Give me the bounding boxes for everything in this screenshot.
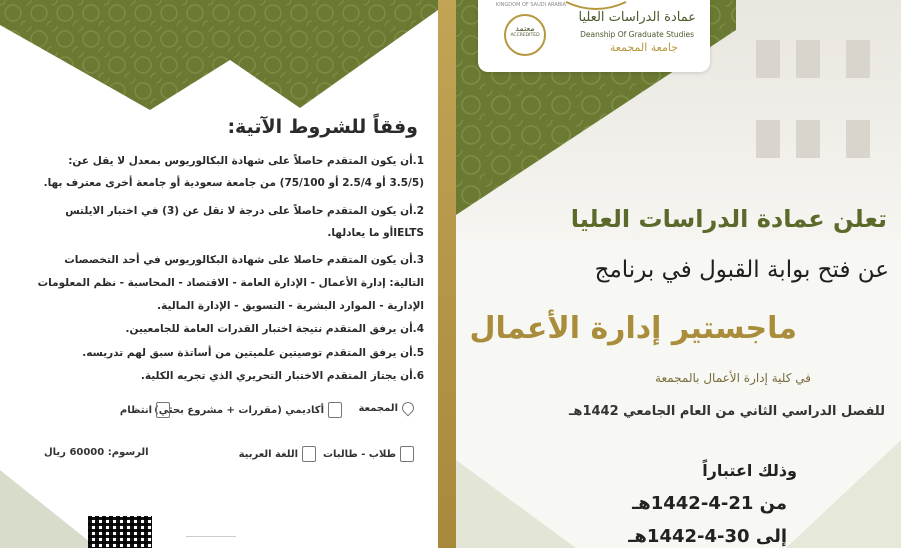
program-type-label: أكاديمي (مقررات + مشروع بحثي) — [154, 404, 324, 416]
condition-line: الإدارية - الموارد البشرية - التسويق - الإدارة المالية. — [157, 300, 424, 312]
condition-line: 1.أن يكون المتقدم حاصلاً على شهادة البكالوريوس بمعدل لا يقل عن: — [68, 155, 424, 167]
info-mode — [120, 402, 170, 418]
condition-line: 4.أن يرفق المتقدم نتيجة اختبار القدرات العامة للجامعيين. — [125, 323, 424, 335]
condition-line: (3.5/5 أو 2.5/4 أو 75/100) من جامعة سعودية أو جامعة أخرى معترف بها. — [43, 177, 424, 189]
location-label: المجمعة — [358, 402, 398, 414]
accredited-arabic: معتمد — [515, 24, 535, 33]
kingdom-label: KINGDOM OF SAUDI ARABIA — [495, 2, 567, 8]
students-label: طلاب - طالبات — [323, 448, 396, 460]
fees-label: الرسوم: 60000 ريال — [44, 447, 149, 458]
condition-line: 3.أن يكون المتقدم حاصلا على شهادة البكالوريوس في أحد التخصصات — [64, 254, 424, 266]
left-pattern-banner — [0, 0, 438, 110]
announcement-subheading: عن فتح بوابة القبول في برنامج — [594, 257, 889, 283]
date-from: من 21-4-1442هـ — [632, 493, 787, 514]
qr-code[interactable] — [88, 516, 152, 548]
info-program — [154, 402, 342, 418]
conditions-title: وفقاً للشروط الآتية: — [227, 116, 418, 138]
calendar-icon — [156, 402, 170, 418]
gold-spine — [438, 0, 456, 548]
conditions-panel — [0, 0, 438, 548]
students-icon — [400, 446, 414, 462]
study-mode-label: انتظام — [119, 404, 152, 416]
university-name: جامعة المجمعة — [609, 41, 678, 54]
announcement-heading: تعلن عمادة الدراسات العليا — [570, 205, 887, 233]
deanship-arabic: عمادة الدراسات العليا — [578, 10, 696, 25]
date-to: إلى 30-4-1442هـ — [628, 526, 787, 547]
announcement-panel — [456, 0, 901, 548]
starting-label: وذلك اعتباراً — [702, 461, 797, 480]
accredited-english: ACCREDITED — [510, 33, 540, 38]
document-icon — [328, 402, 342, 418]
location-pin-icon — [400, 400, 417, 417]
condition-line: IELTSأو ما يعادلها. — [327, 227, 424, 239]
condition-line: 6.أن يجتاز المتقدم الاختبار التحريري الذي تجريه الكلية. — [140, 370, 424, 382]
info-language — [239, 446, 316, 462]
header-logo-card — [478, 0, 710, 72]
semester-line: للفصل الدراسي الثاني من العام الجامعي 1442هـ — [568, 404, 885, 419]
footer-divider — [186, 536, 236, 543]
accredited-seal-icon — [504, 14, 546, 56]
language-label: اللغة العربية — [238, 448, 298, 460]
college-line: في كلية إدارة الأعمال بالمجمعة — [655, 371, 811, 385]
condition-line: التالية: إدارة الأعمال - الإدارة العامة - الاقتصاد - المحاسبة - نظم المعلومات — [37, 277, 424, 289]
letter-a-icon — [302, 446, 316, 462]
info-location — [358, 402, 414, 414]
condition-line: 2.أن يكون المتقدم حاصلاً على درجة لا تقل عن (3) في اختبار الايلتس — [65, 205, 424, 217]
condition-line: 5.أن يرفق المتقدم توصيتين علميتين من أساتذة سبق لهم تدريسه. — [82, 347, 424, 359]
deanship-english: Deanship Of Graduate Studies — [580, 30, 694, 39]
info-students — [323, 446, 414, 462]
program-title: ماجستير إدارة الأعمال — [469, 311, 797, 346]
